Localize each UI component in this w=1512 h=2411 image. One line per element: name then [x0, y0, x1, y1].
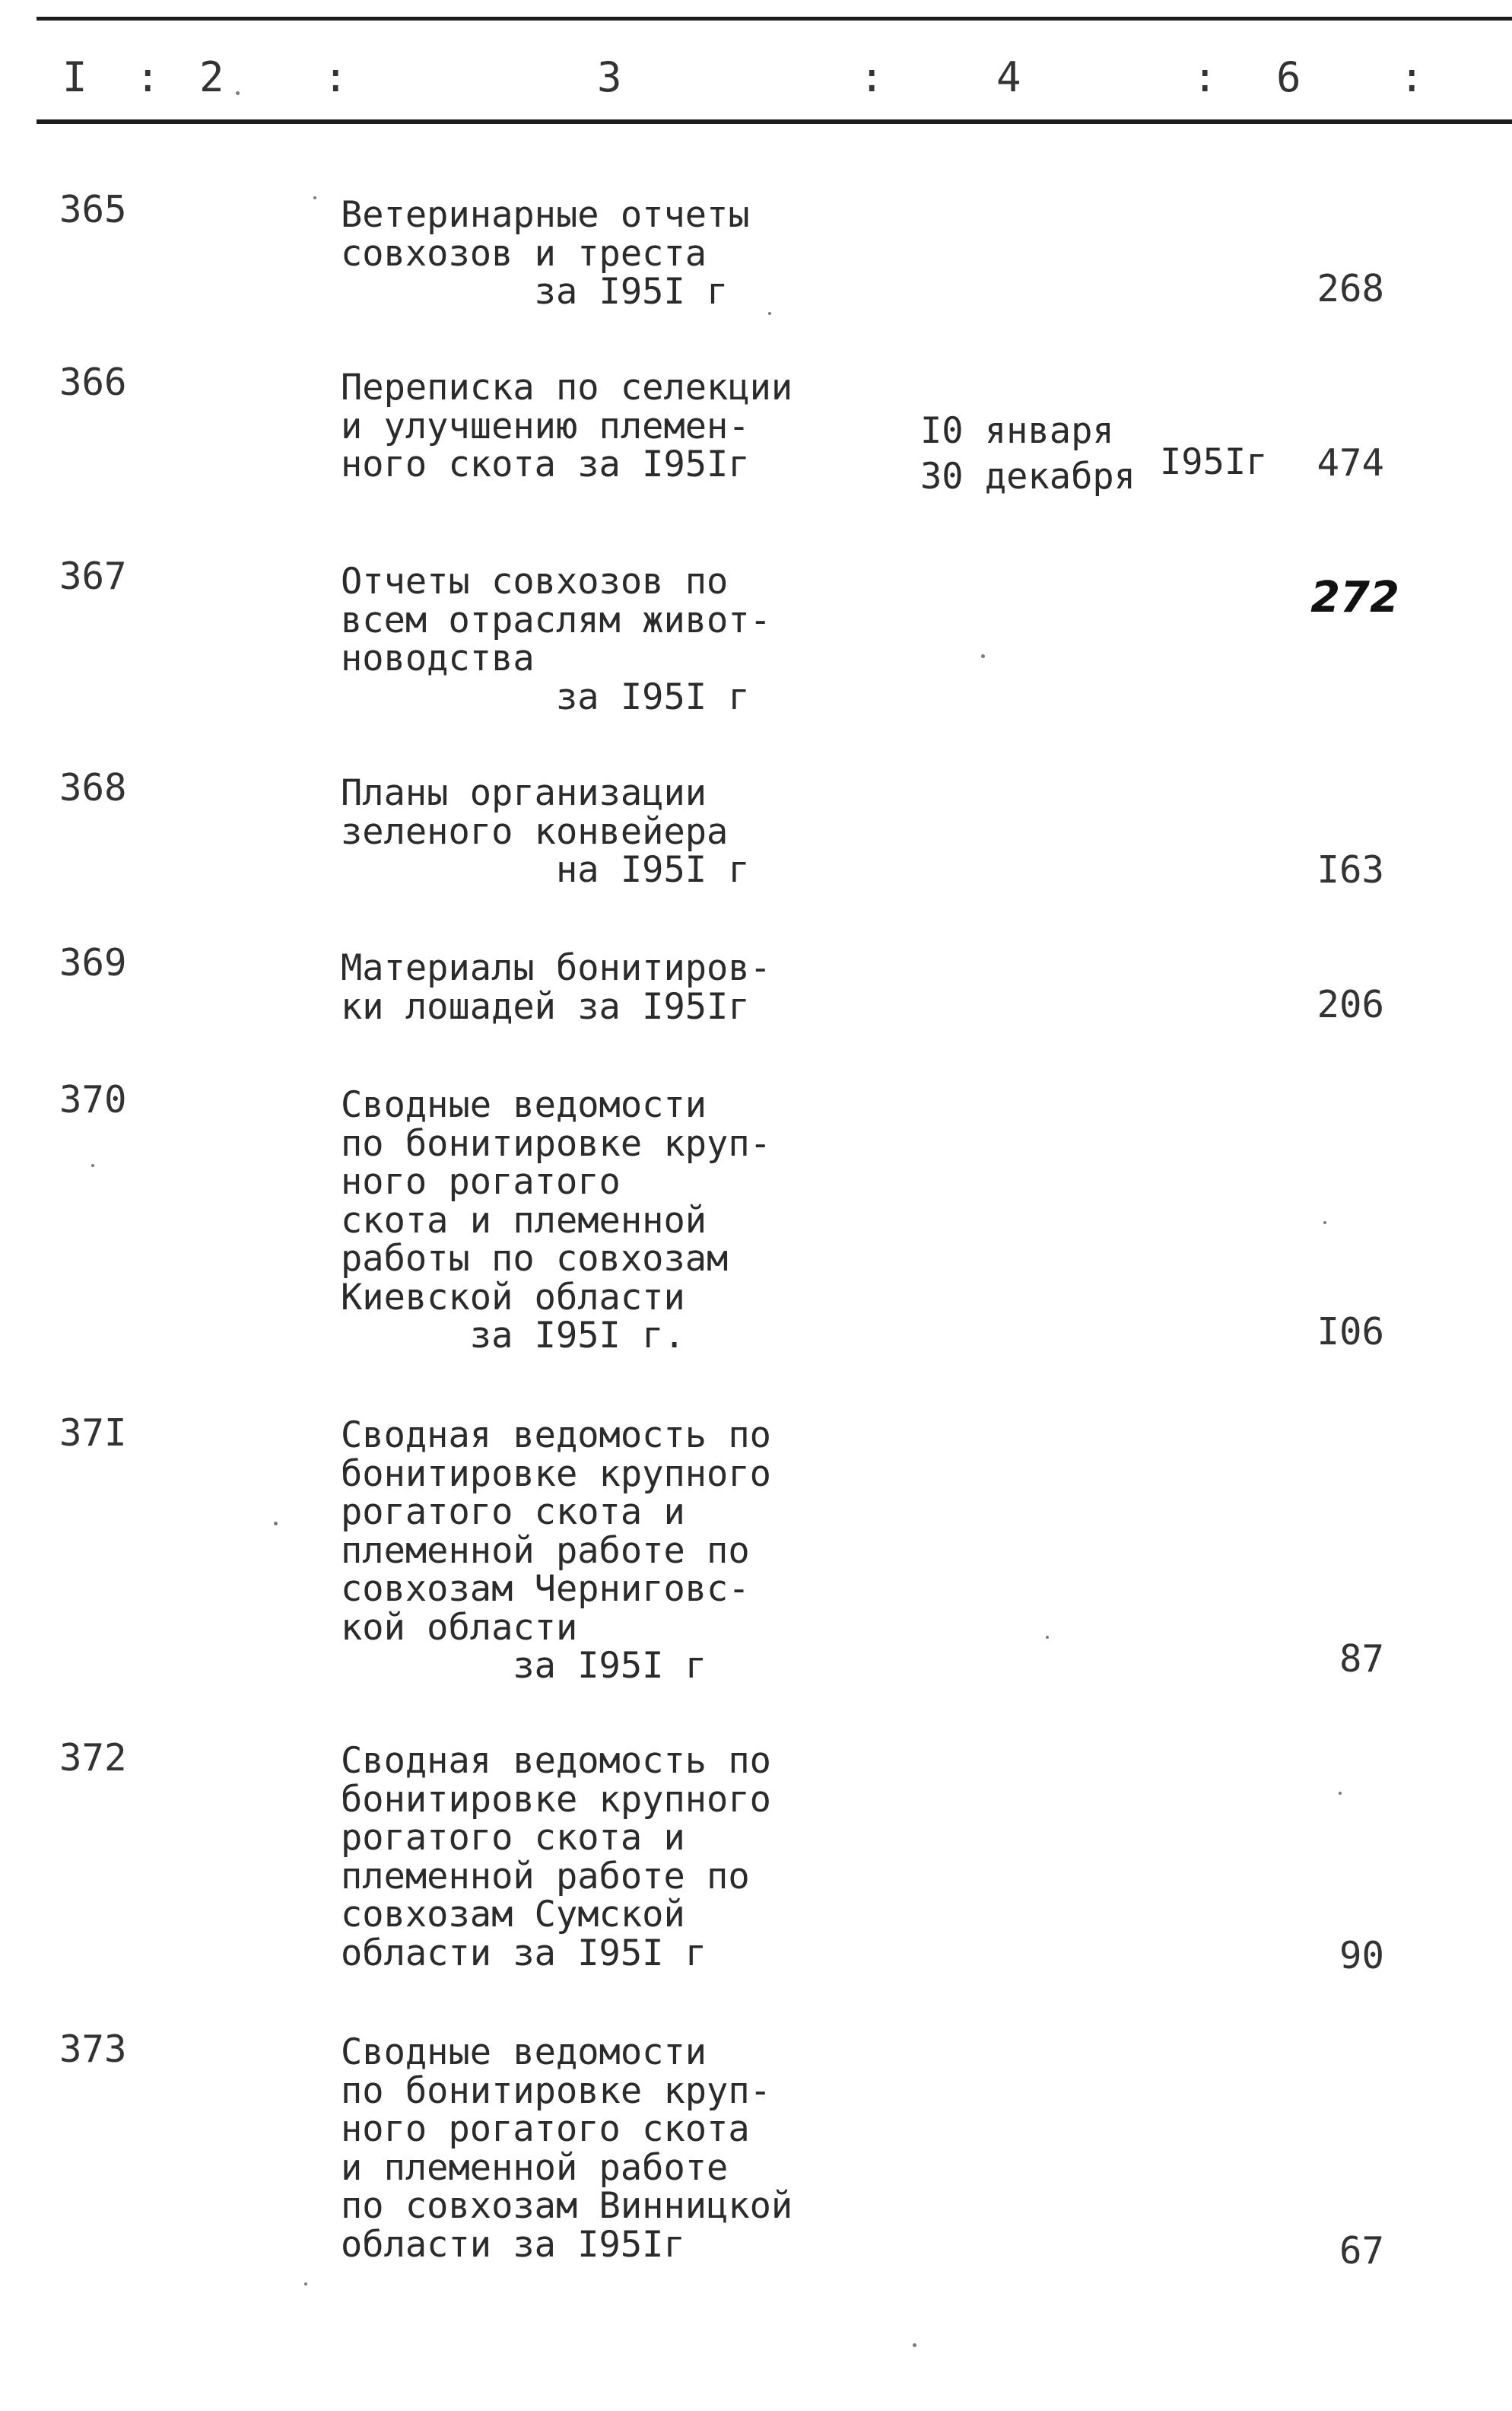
header-top-rule [37, 17, 1512, 21]
header-col-3: 3 [597, 53, 622, 101]
entry-sheet-count-373: 67 [1339, 2229, 1384, 2273]
header-separator: : [135, 53, 160, 101]
entry-sheet-count-371: 87 [1339, 1637, 1384, 1681]
entry-description-370: Сводные ведомости по бонитировке круп- ного рогатого скота и племенной работы по совхозам Киевской области за I95I г. [341, 1084, 771, 1357]
header-separator: : [1399, 53, 1425, 101]
entry-description-365: Ветеринарные отчеты совхозов и треста за I95I г [341, 194, 750, 313]
entry-sheet-count-369: 206 [1317, 983, 1384, 1026]
entry-description-366: Переписка по селекции и улучшению племен- ного скота за I95Iг [341, 367, 793, 485]
entry-number-369: 369 [59, 941, 127, 984]
entry-description-368: Планы организации зеленого конвейера на I95I г [341, 772, 750, 891]
entry-sheet-count-370: I06 [1317, 1310, 1384, 1353]
entry-number-371: 37I [59, 1411, 127, 1455]
entry-description-371: Сводная ведомость по бонитировке крупного рогатого скота и племенной работе по совхозам Черниговс- кой области за I95I г [341, 1414, 771, 1687]
entry-number-372: 372 [59, 1736, 127, 1780]
header-separator: : [323, 53, 348, 101]
scan-speck [236, 91, 240, 95]
entry-dates-366: I0 января 30 декабря [920, 410, 1136, 498]
entry-description-369: Материалы бонитиров- ки лошадей за I95Iг [341, 947, 771, 1028]
header-col-1: I [62, 53, 87, 101]
header-separator: : [859, 53, 885, 101]
entry-sheet-count-366: 474 [1317, 441, 1384, 485]
entry-number-368: 368 [59, 766, 127, 809]
entry-number-370: 370 [59, 1078, 127, 1121]
scan-speck [981, 654, 985, 658]
scan-speck [274, 1522, 278, 1525]
scan-speck [913, 2343, 916, 2347]
scan-speck [91, 1164, 94, 1167]
entry-number-366: 366 [59, 361, 127, 404]
entry-sheet-count-367: 272 [1310, 573, 1399, 622]
scan-speck [313, 196, 316, 199]
entry-sheet-count-372: 90 [1339, 1934, 1384, 1977]
header-col-6: 6 [1276, 53, 1301, 101]
entry-date-year-366: I95Iг [1160, 441, 1268, 483]
scan-speck [304, 2282, 307, 2285]
header-col-2: 2 [199, 53, 224, 101]
scan-speck [1339, 1792, 1342, 1795]
entry-description-372: Сводная ведомость по бонитировке крупного рогатого скота и племенной работе по совхозам Сумской области за I95I г [341, 1740, 771, 1974]
entry-description-367: Отчеты совхозов по всем отраслям живот- новодства за I95I г [341, 561, 771, 718]
header-separator: : [1193, 53, 1218, 101]
scan-speck [1046, 1636, 1049, 1639]
entry-number-365: 365 [59, 188, 127, 231]
entry-sheet-count-368: I63 [1317, 848, 1384, 892]
entry-sheet-count-365: 268 [1317, 267, 1384, 310]
scan-speck [1323, 1221, 1326, 1224]
header-bottom-rule [37, 119, 1512, 124]
entry-description-373: Сводные ведомости по бонитировке круп- ного рогатого скота и племенной работе по совхозам Винницкой области за I95Iг [341, 2031, 793, 2266]
header-col-4: 4 [996, 53, 1021, 101]
entry-number-367: 367 [59, 555, 127, 598]
scan-speck [768, 312, 771, 315]
entry-number-373: 373 [59, 2028, 127, 2071]
